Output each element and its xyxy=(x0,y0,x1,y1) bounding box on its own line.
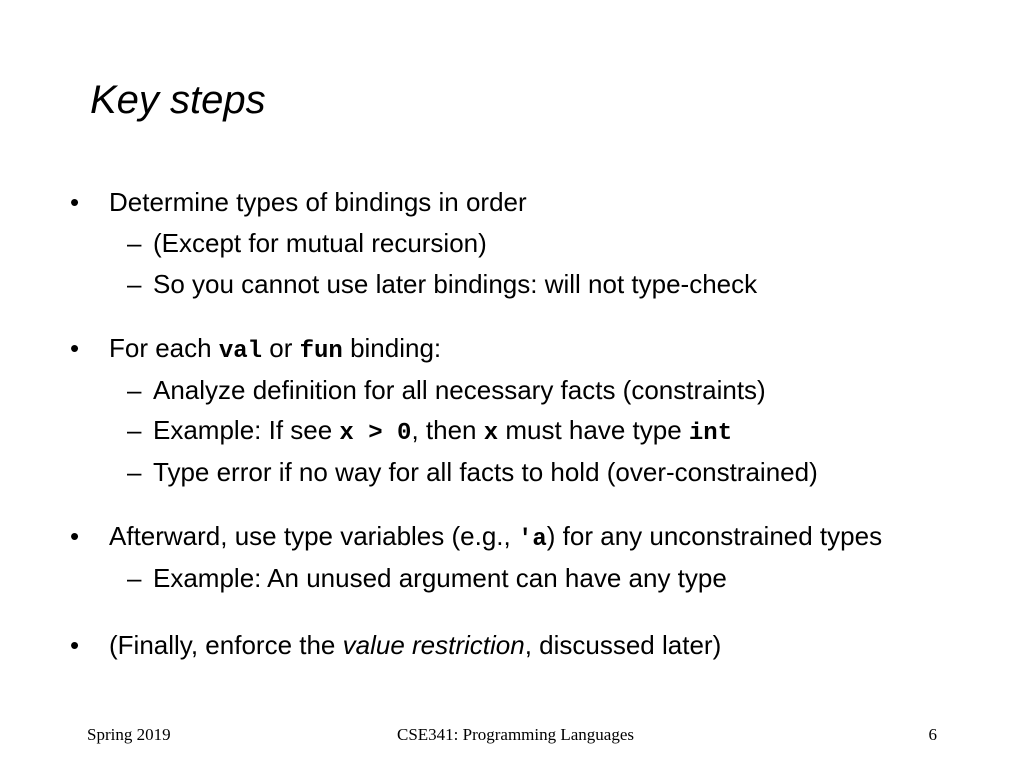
page-number: 6 xyxy=(928,725,937,744)
bullet-1: Determine types of bindings in order xyxy=(109,187,527,217)
sub-2-text-pre: Example: If see xyxy=(153,415,340,445)
dash-marker: – xyxy=(127,228,142,258)
value-restriction-emphasis: value restriction xyxy=(342,630,525,660)
bullet-2-text-mid: or xyxy=(262,333,300,363)
bullet-1-sub-1: (Except for mutual recursion) xyxy=(153,228,487,258)
bullet-2-sub-2 xyxy=(153,414,732,450)
dash-marker: – xyxy=(127,269,142,299)
code-x-gt-0: x > 0 xyxy=(339,420,412,447)
dash-marker: – xyxy=(127,563,142,593)
bullet-marker: • xyxy=(70,630,80,660)
bullet-4-text-post: , discussed later) xyxy=(524,630,722,660)
bullet-2 xyxy=(109,332,441,368)
slide-title: Key steps xyxy=(90,78,266,122)
code-int: int xyxy=(688,420,733,447)
code-val: val xyxy=(218,338,263,365)
bullet-1-sub-2: So you cannot use later bindings: will not type-check xyxy=(153,269,758,299)
code-tick-a: 'a xyxy=(517,526,547,553)
dash-marker: – xyxy=(127,457,142,487)
bullet-3-sub-1: Example: An unused argument can have any type xyxy=(153,563,727,593)
code-x: x xyxy=(483,420,499,447)
bullet-2-sub-3: Type error if no way for all facts to hold (over-constrained) xyxy=(153,457,818,487)
bullet-4 xyxy=(109,629,721,661)
bullet-marker: • xyxy=(70,521,80,551)
dash-marker: – xyxy=(127,375,142,405)
bullet-3-text-post: ) for any unconstrained types xyxy=(546,521,883,551)
footer-date: Spring 2019 xyxy=(87,725,171,744)
dash-marker: – xyxy=(127,415,142,445)
bullet-3 xyxy=(109,520,882,556)
bullet-2-text-post: binding: xyxy=(342,333,442,363)
footer-course: CSE341: Programming Languages xyxy=(396,725,635,744)
bullet-3-text-pre: Afterward, use type variables (e.g., xyxy=(109,521,518,551)
bullet-2-sub-1: Analyze definition for all necessary facts (constraints) xyxy=(153,375,766,405)
bullet-2-text-pre: For each xyxy=(109,333,219,363)
bullet-marker: • xyxy=(70,333,80,363)
code-fun: fun xyxy=(299,338,343,365)
bullet-4-text-pre: (Finally, enforce the xyxy=(109,630,343,660)
sub-2-text-post: must have type xyxy=(498,415,689,445)
bullet-marker: • xyxy=(70,187,80,217)
sub-2-text-mid: , then xyxy=(411,415,484,445)
